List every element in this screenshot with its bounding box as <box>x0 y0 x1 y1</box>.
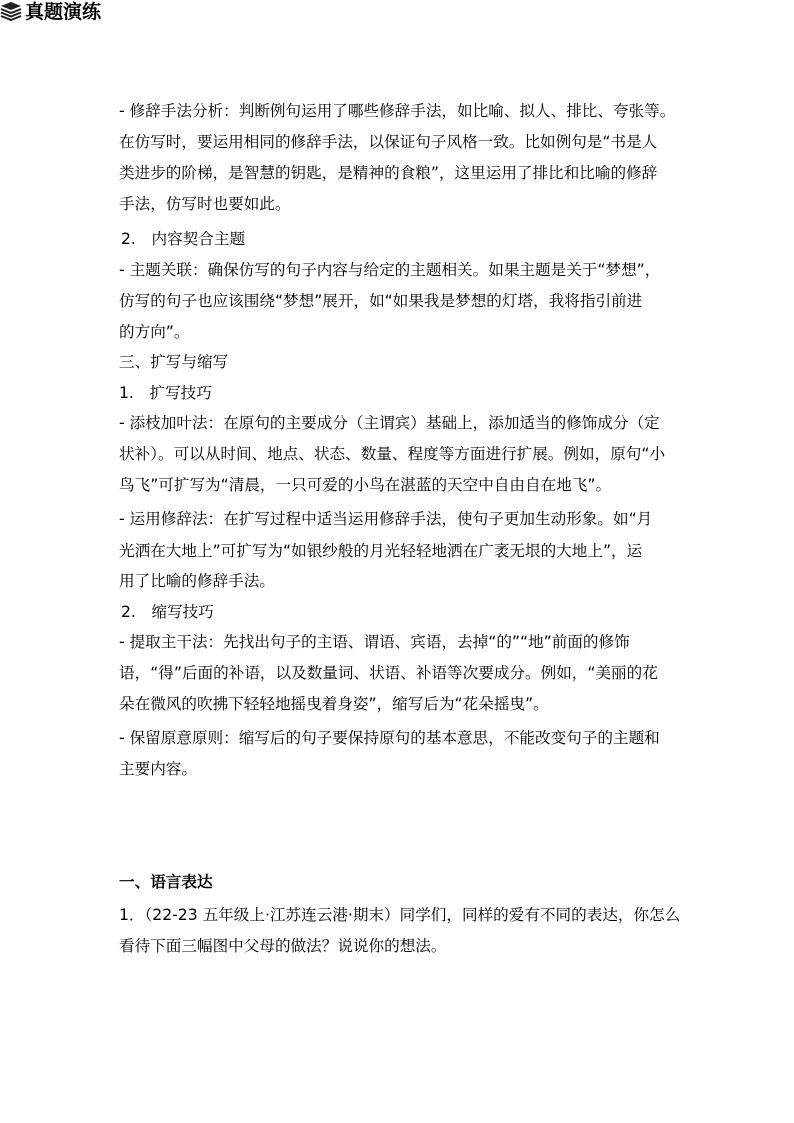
text-line: 鸟飞”可扩写为“清晨，一只可爱的小鸟在湛蓝的天空中自由自在地飞”。 <box>119 476 612 494</box>
text-line: 主要内容。 <box>119 760 197 778</box>
text-line: - 运用修辞法：在扩写过程中适当运用修辞手法，使句子更加生动形象。如“月 <box>119 510 653 528</box>
question-line: 1．（22-23 五年级上·江苏连云港·期末）同学们，同样的爱有不同的表达，你怎么 <box>119 906 681 924</box>
text-line: 状补）。可以从时间、地点、状态、数量、程度等方面进行扩展。例如，原句“小 <box>119 445 666 463</box>
text-line: - 主题关联：确保仿写的句子内容与给定的主题相关。如果主题是关于“梦想”， <box>119 261 661 279</box>
text-line: 朵在微风的吹拂下轻轻地摇曳着身姿”，缩写后为“花朵摇曳”。 <box>119 695 549 713</box>
text-line: 用了比喻的修辞手法。 <box>119 572 275 590</box>
text-line: 光洒在大地上”可扩写为“如银纱般的月光轻轻地洒在广袤无垠的大地上”，运 <box>119 542 643 560</box>
text-line: 手法，仿写时也要如此。 <box>119 195 291 213</box>
text-line: 2. 内容契合主题 <box>121 230 246 248</box>
text-line: 的方向”。 <box>119 323 190 341</box>
text-line: 2. 缩写技巧 <box>121 603 214 621</box>
text-line: - 保留原意原则：缩写后的句子要保持原句的基本意思，不能改变句子的主题和 <box>119 729 660 747</box>
text-line: 1. 扩写技巧 <box>119 384 212 402</box>
books-icon <box>0 1 22 21</box>
text-line: - 添枝加叶法：在原句的主要成分（主谓宾）基础上，添加适当的修饰成分（定 <box>119 414 660 432</box>
section-heading-text: 真题演练 <box>25 1 102 23</box>
text-line: 类进步的阶梯，是智慧的钥匙，是精神的食粮”，这里运用了排比和比喻的修辞 <box>119 164 658 182</box>
section-heading <box>0 0 120 24</box>
text-line: - 提取主干法：先找出句子的主语、谓语、宾语，去掉“的”“地”前面的修饰 <box>119 633 630 651</box>
text-line: 语，“得”后面的补语，以及数量词、状语、补语等次要成分。例如，“美丽的花 <box>119 664 658 682</box>
part-heading: 一、语言表达 <box>119 873 213 891</box>
text-line: 仿写的句子也应该围绕“梦想”展开，如“如果我是梦想的灯塔，我将指引前进 <box>119 292 643 310</box>
text-line: 三、扩写与缩写 <box>119 353 229 371</box>
question-line: 看待下面三幅图中父母的做法？说说你的想法。 <box>119 937 447 955</box>
text-line: 在仿写时，要运用相同的修辞手法，以保证句子风格一致。比如例句是“书是人 <box>119 133 658 151</box>
text-line: - 修辞手法分析：判断例句运用了哪些修辞手法，如比喻、拟人、排比、夸张等。 <box>119 102 676 120</box>
